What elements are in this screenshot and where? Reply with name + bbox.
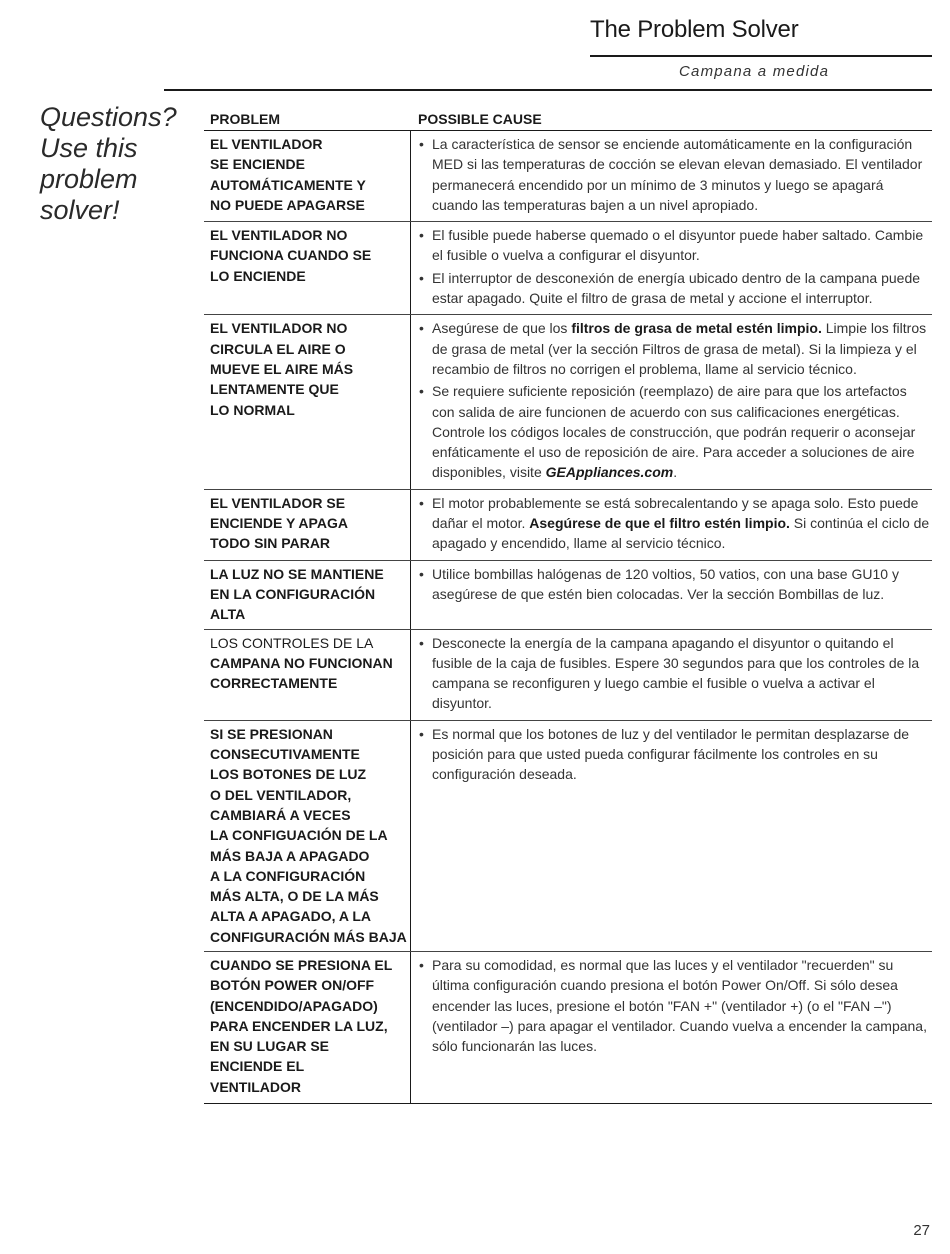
cause-text bbox=[432, 724, 932, 785]
cause-text bbox=[432, 381, 932, 482]
bullet-icon: • bbox=[419, 725, 424, 742]
cause-text bbox=[432, 493, 932, 554]
cause-cell bbox=[411, 315, 932, 488]
problem-cell bbox=[204, 222, 411, 314]
problem-line: CAMPANA NO FUNCIONAN bbox=[210, 654, 393, 671]
cause-text bbox=[432, 134, 932, 215]
problem-cell bbox=[204, 561, 411, 629]
problem-line: ENCIENDE EL bbox=[210, 1058, 305, 1075]
problem-line: EN SU LUGAR SE bbox=[210, 1038, 330, 1055]
problem-line: CONFIGURACIÓN MÁS BAJA bbox=[210, 928, 407, 945]
cause-item bbox=[419, 493, 932, 554]
cause-item bbox=[419, 134, 932, 215]
cause-item bbox=[419, 564, 932, 605]
cause-fragment: El interruptor de desconexión de energía ubicado dentro de la campana puede estar apagado. Quite el filtro de grasa de metal y accione el interruptor. bbox=[432, 269, 921, 307]
emphasis-text: Asegúrese de que el filtro estén limpio. bbox=[529, 515, 790, 532]
problem-line: A LA CONFIGURACIÓN bbox=[210, 867, 366, 884]
problem-line: MÁS ALTA, O DE LA MÁS bbox=[210, 888, 379, 905]
cause-cell bbox=[411, 630, 932, 720]
problem-line: ENCIENDE Y APAGA bbox=[210, 515, 348, 532]
cause-fragment: Desconecte la energía de la campana apagando el disyuntor o quitando el fusible de la caja de fusibles. Espere 30 segundos para que los controles de la campana se reconfiguren y luego cambie el fusible o vuelva a activar el disyuntor. bbox=[432, 634, 920, 712]
problem-line: CORRECTAMENTE bbox=[210, 675, 338, 692]
problem-line: NO PUEDE APAGARSE bbox=[210, 196, 365, 213]
cause-item bbox=[419, 268, 932, 309]
cause-fragment: Limpie los filtros de grasa de metal (ver la sección Filtros de grasa de metal). Si la limpieza y el recambio de filtros no corrigen el problema, llame al servicio técnico. bbox=[432, 320, 927, 377]
problem-cell bbox=[204, 315, 411, 488]
header-subtitle: Campana a medida bbox=[679, 63, 830, 80]
problem-line: LOS BOTONES DE LUZ bbox=[210, 766, 367, 783]
header-possible-cause: POSSIBLE CAUSE bbox=[418, 111, 542, 127]
cause-text bbox=[432, 268, 932, 309]
bullet-icon: • bbox=[419, 634, 424, 651]
table-row bbox=[204, 630, 932, 721]
cause-fragment: Utilice bombillas halógenas de 120 voltios, 50 vatios, con una base GU10 y asegúrese de que estén bien colocadas. Ver la sección Bombillas de luz. bbox=[432, 565, 899, 602]
cause-fragment: Asegúrese de que los bbox=[432, 320, 572, 337]
cause-item bbox=[419, 318, 932, 379]
cause-text bbox=[432, 225, 932, 266]
problem-line: SI SE PRESIONAN bbox=[210, 725, 333, 742]
sidebar-line: solver! bbox=[40, 195, 120, 225]
page-number: 27 bbox=[913, 1222, 930, 1239]
problem-solver-table bbox=[204, 108, 932, 1104]
bullet-icon: • bbox=[419, 320, 424, 337]
problem-line: MUEVE EL AIRE MÁS bbox=[210, 360, 354, 377]
problem-cell bbox=[204, 952, 411, 1103]
problem-line: ALTA A APAGADO, A LA bbox=[210, 908, 371, 925]
bullet-icon: • bbox=[419, 494, 424, 511]
problem-line: ALTA bbox=[210, 606, 246, 623]
problem-line: EL VENTILADOR NO bbox=[210, 320, 348, 337]
problem-line: EL VENTILADOR bbox=[210, 136, 323, 152]
cause-fragment: Se requiere suficiente reposición (reemplazo) de aire para que los artefactos con salida de aire funcionen de acuerdo con sus calificaciones energéticas. Controle los códigos locales de construcción, que podrán requerir o aconsejar enfáticamente el uso de reposición de aire. Para acceder a soluciones de aire disponibles, visite bbox=[432, 383, 916, 481]
problem-line: CUANDO SE PRESIONA EL bbox=[210, 956, 393, 973]
table-row bbox=[204, 490, 932, 561]
problem-line: EL VENTILADOR NO bbox=[210, 227, 348, 244]
cause-fragment: La característica de sensor se enciende automáticamente en la configuración MED si las temperaturas de cocción se elevan elevan demasiado. El ventilador permanecerá encendido por un mínimo de 3 minutos y luego se apagará cuando las temperaturas bajen a un nivel apropiado. bbox=[432, 136, 923, 213]
problem-line: (ENCENDIDO/APAGADO) bbox=[210, 997, 378, 1014]
cause-text bbox=[432, 633, 932, 714]
sidebar-line: Use this bbox=[40, 133, 138, 163]
table-body bbox=[204, 131, 932, 1104]
cause-fragment: El motor probablemente se está sobrecalentando y se apaga solo. Esto puede dañar el motor. bbox=[432, 494, 919, 532]
cause-item bbox=[419, 381, 932, 482]
problem-line: CAMBIARÁ A VECES bbox=[210, 806, 351, 823]
cause-text bbox=[432, 564, 932, 605]
problem-line: AUTOMÁTICAMENTE Y bbox=[210, 176, 366, 193]
sidebar-line: problem bbox=[40, 164, 138, 194]
cause-item bbox=[419, 724, 932, 785]
bullet-icon: • bbox=[419, 565, 424, 582]
cause-fragment: . bbox=[673, 464, 678, 481]
table-row bbox=[204, 315, 932, 489]
cause-fragment: Para su comodidad, es normal que las luces y el ventilador "recuerden" su última configuración cuando presiona el botón Power On/Off. Si sólo desea encender las luces, presione el botón "FAN +" (ventilador +) (o el "FAN –") (ventilador –) para apagar el ventilador. Cuando vuelva a encender la campana, sólo funcionarán las luces. bbox=[432, 956, 927, 1055]
problem-line: FUNCIONA CUANDO SE bbox=[210, 247, 372, 264]
cause-fragment: Si continúa el ciclo de apagado y encendido, llame al servicio técnico. bbox=[432, 515, 930, 552]
table-row bbox=[204, 131, 932, 222]
problem-cell bbox=[204, 131, 411, 221]
cause-fragment: Es normal que los botones de luz y del ventilador le permitan desplazarse de posición para que usted pueda configurar fácilmente los controles en su configuración deseada. bbox=[432, 725, 910, 783]
bullet-icon: • bbox=[419, 383, 424, 400]
cause-cell bbox=[411, 561, 932, 629]
problem-line: EL VENTILADOR SE bbox=[210, 494, 346, 511]
table-header bbox=[204, 108, 932, 131]
problem-line: EN LA CONFIGURACIÓN bbox=[210, 585, 376, 602]
table-row bbox=[204, 952, 932, 1104]
problem-line: SE ENCIENDE bbox=[210, 156, 305, 173]
problem-line: CONSECUTIVAMENTE bbox=[210, 746, 360, 763]
problem-line: LO ENCIENDE bbox=[210, 267, 306, 284]
sidebar-line: Questions? bbox=[40, 102, 177, 132]
website-link[interactable]: GEAppliances.com bbox=[545, 464, 674, 481]
sidebar-questions bbox=[40, 102, 177, 226]
problem-line: TODO SIN PARAR bbox=[210, 535, 331, 552]
cause-text bbox=[432, 318, 932, 379]
problem-line: LOS CONTROLES DE LA bbox=[210, 634, 374, 651]
cause-item bbox=[419, 633, 932, 714]
cause-cell bbox=[411, 131, 932, 221]
problem-line: BOTÓN POWER ON/OFF bbox=[210, 977, 375, 994]
problem-line: LENTAMENTE QUE bbox=[210, 381, 339, 398]
bullet-icon: • bbox=[419, 269, 424, 286]
problem-cell bbox=[204, 490, 411, 560]
bullet-icon: • bbox=[419, 227, 424, 244]
problem-line: PARA ENCENDER LA LUZ, bbox=[210, 1017, 388, 1034]
problem-cell bbox=[204, 630, 411, 720]
problem-line: LA LUZ NO SE MANTIENE bbox=[210, 565, 384, 582]
cause-text bbox=[432, 955, 932, 1056]
problem-line: VENTILADOR bbox=[210, 1078, 301, 1095]
problem-line: O DEL VENTILADOR, bbox=[210, 786, 352, 803]
cause-cell bbox=[411, 952, 932, 1103]
cause-cell bbox=[411, 490, 932, 560]
problem-line: LA CONFIGUACIÓN DE LA bbox=[210, 827, 388, 844]
header-title: The Problem Solver bbox=[590, 16, 799, 43]
table-row bbox=[204, 721, 932, 952]
problem-line: LO NORMAL bbox=[210, 401, 295, 418]
cause-cell bbox=[411, 222, 932, 314]
header-problem: PROBLEM bbox=[210, 111, 280, 127]
bullet-icon: • bbox=[419, 956, 424, 973]
header-rule-short bbox=[590, 55, 932, 57]
table-row bbox=[204, 561, 932, 630]
cause-item bbox=[419, 955, 932, 1056]
bullet-icon: • bbox=[419, 136, 424, 152]
problem-line: MÁS BAJA A APAGADO bbox=[210, 847, 370, 864]
cause-item bbox=[419, 225, 932, 266]
problem-line: CIRCULA EL AIRE O bbox=[210, 340, 346, 357]
cause-cell bbox=[411, 721, 932, 951]
cause-fragment: El fusible puede haberse quemado o el disyuntor puede haber saltado. Cambie el fusible o vuelva a configurar el disyuntor. bbox=[432, 227, 924, 264]
header-rule-long bbox=[164, 89, 932, 91]
emphasis-text: filtros de grasa de metal estén limpio. bbox=[571, 320, 822, 337]
problem-cell bbox=[204, 721, 411, 951]
table-row bbox=[204, 222, 932, 315]
